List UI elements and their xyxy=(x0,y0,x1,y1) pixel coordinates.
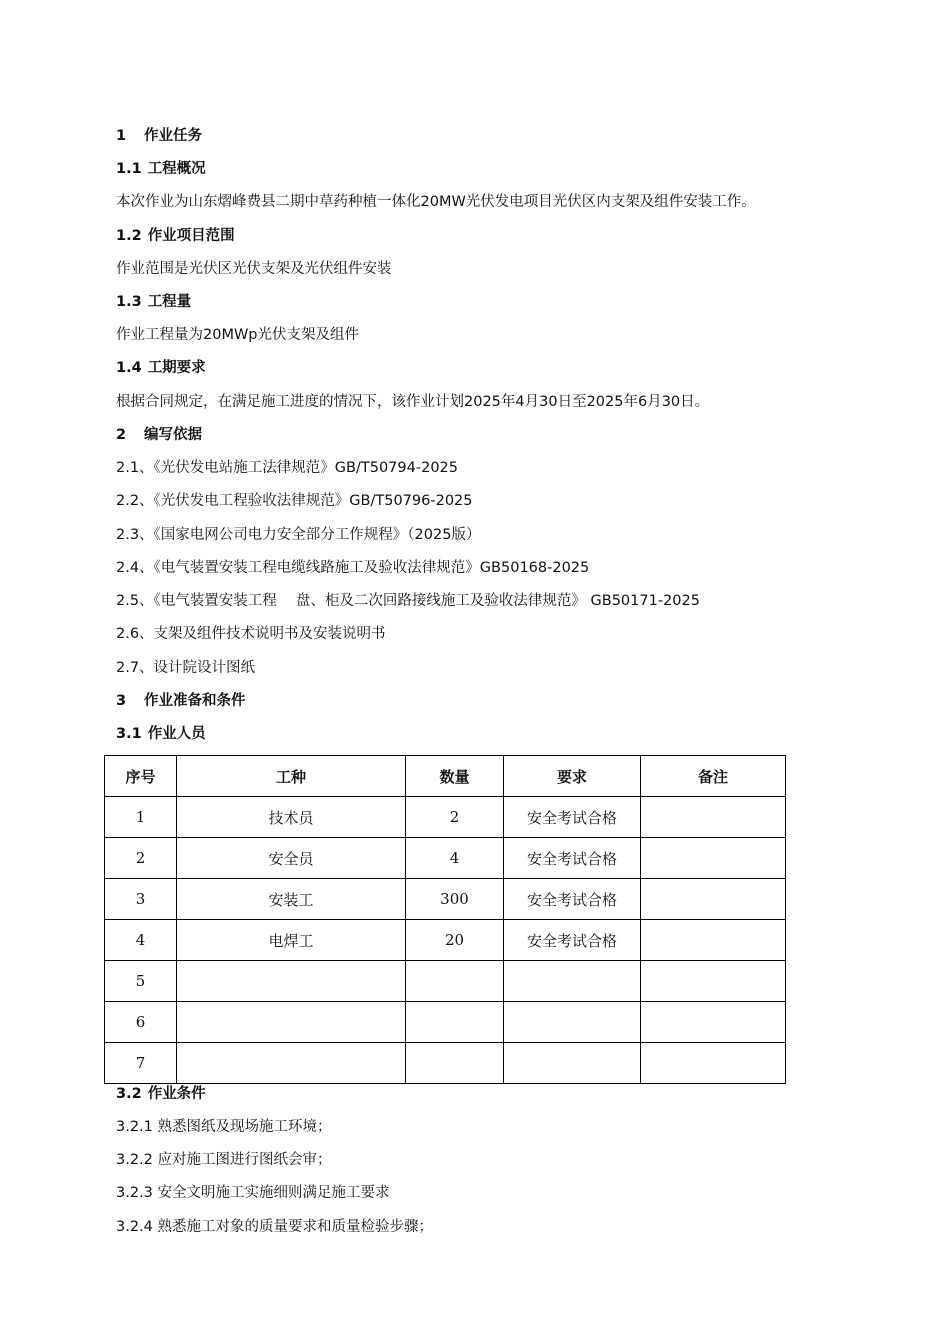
section-number: 1.2 xyxy=(116,228,142,244)
cell-requirement: 安全考试合格 xyxy=(504,879,641,920)
table-row xyxy=(105,879,786,920)
section-title: 工程概况 xyxy=(147,161,206,177)
section-number: 3.2 xyxy=(116,1086,142,1102)
condition-item: 3.2.3 安全文明施工实施细则满足施工要求 xyxy=(116,1185,390,1201)
section-3-2-heading xyxy=(116,1084,206,1104)
cell-remarks xyxy=(641,879,786,920)
condition-item: 3.2.4 熟悉施工对象的质量要求和质量检验步骤； xyxy=(116,1219,434,1235)
cell-index: 4 xyxy=(105,920,177,961)
header-trade: 工种 xyxy=(177,756,406,797)
section-title: 作业人员 xyxy=(147,726,206,742)
section-1-2-heading xyxy=(116,226,235,246)
cell-remarks xyxy=(641,1043,786,1084)
cell-trade xyxy=(177,961,406,1002)
table-row xyxy=(105,920,786,961)
section-title: 编写依据 xyxy=(144,427,202,443)
table-row xyxy=(105,797,786,838)
table-header-row xyxy=(105,756,786,797)
section-number: 3.1 xyxy=(116,726,142,742)
basis-item: 2.5、《电气装置安装工程 盘、柜及二次回路接线施工及验收法律规范》 GB50171-2025 xyxy=(116,593,700,609)
cell-requirement: 安全考试合格 xyxy=(504,920,641,961)
quantity-text: 作业工程量为20MWp光伏支架及组件 xyxy=(116,327,360,343)
section-1-1-heading xyxy=(116,159,206,179)
cell-remarks xyxy=(641,961,786,1002)
header-quantity: 数量 xyxy=(406,756,504,797)
condition-item: 3.2.1 熟悉图纸及现场施工环境； xyxy=(116,1119,332,1135)
cell-quantity: 20 xyxy=(406,920,504,961)
cell-quantity: 2 xyxy=(406,797,504,838)
cell-requirement: 安全考试合格 xyxy=(504,838,641,879)
basis-item: 2.7、设计院设计图纸 xyxy=(116,660,256,676)
table-row xyxy=(105,961,786,1002)
schedule-text: 根据合同规定，在满足施工进度的情况下，该作业计划2025年4月30日至2025年6月30日。 xyxy=(116,394,710,410)
cell-trade: 安装工 xyxy=(177,879,406,920)
section-1-4-heading xyxy=(116,358,206,378)
cell-trade xyxy=(177,1043,406,1084)
section-number: 1.3 xyxy=(116,294,142,310)
cell-requirement xyxy=(504,1002,641,1043)
cell-quantity xyxy=(406,1043,504,1084)
cell-trade: 安全员 xyxy=(177,838,406,879)
cell-index: 2 xyxy=(105,838,177,879)
cell-trade: 电焊工 xyxy=(177,920,406,961)
staff-table xyxy=(104,755,786,1084)
header-requirement: 要求 xyxy=(504,756,641,797)
section-title: 作业项目范围 xyxy=(147,228,235,244)
section-number: 1 xyxy=(116,128,127,144)
section-1-heading xyxy=(116,126,202,146)
section-number: 1.4 xyxy=(116,360,142,376)
section-3-1-heading xyxy=(116,724,206,744)
cell-index: 5 xyxy=(105,961,177,1002)
section-number: 3 xyxy=(116,693,127,709)
cell-quantity xyxy=(406,1002,504,1043)
cell-remarks xyxy=(641,797,786,838)
cell-index: 3 xyxy=(105,879,177,920)
basis-item: 2.6、支架及组件技术说明书及安装说明书 xyxy=(116,626,386,642)
section-title: 作业准备和条件 xyxy=(144,693,246,709)
section-number: 2 xyxy=(116,427,127,443)
cell-requirement xyxy=(504,1043,641,1084)
basis-item: 2.2、《光伏发电工程验收法律规范》GB/T50796-2025 xyxy=(116,493,473,509)
table-row xyxy=(105,838,786,879)
cell-trade xyxy=(177,1002,406,1043)
project-overview-text: 本次作业为山东熠峰费县二期中草药种植一体化20MW光伏发电项目光伏区内支架及组件安装工作。 xyxy=(116,194,756,210)
scope-text: 作业范围是光伏区光伏支架及光伏组件安装 xyxy=(116,261,392,277)
cell-trade: 技术员 xyxy=(177,797,406,838)
section-1-3-heading xyxy=(116,292,191,312)
condition-item: 3.2.2 应对施工图进行图纸会审； xyxy=(116,1152,332,1168)
table-row xyxy=(105,1002,786,1043)
section-title: 作业任务 xyxy=(144,128,202,144)
section-3-heading xyxy=(116,691,246,711)
cell-requirement xyxy=(504,961,641,1002)
section-number: 1.1 xyxy=(116,161,142,177)
cell-remarks xyxy=(641,838,786,879)
section-title: 工程量 xyxy=(147,294,192,310)
cell-remarks xyxy=(641,1002,786,1043)
section-title: 作业条件 xyxy=(147,1086,206,1102)
header-index: 序号 xyxy=(105,756,177,797)
cell-requirement: 安全考试合格 xyxy=(504,797,641,838)
cell-quantity: 4 xyxy=(406,838,504,879)
basis-item: 2.1、《光伏发电站施工法律规范》GB/T50794-2025 xyxy=(116,460,458,476)
cell-index: 6 xyxy=(105,1002,177,1043)
section-2-heading xyxy=(116,425,202,445)
table-row xyxy=(105,1043,786,1084)
header-remarks: 备注 xyxy=(641,756,786,797)
basis-item: 2.4、《电气装置安装工程电缆线路施工及验收法律规范》GB50168-2025 xyxy=(116,560,590,576)
cell-remarks xyxy=(641,920,786,961)
cell-index: 1 xyxy=(105,797,177,838)
section-title: 工期要求 xyxy=(147,360,206,376)
cell-quantity: 300 xyxy=(406,879,504,920)
cell-index: 7 xyxy=(105,1043,177,1084)
cell-quantity xyxy=(406,961,504,1002)
basis-item: 2.3、《国家电网公司电力安全部分工作规程》（2025版） xyxy=(116,527,481,543)
